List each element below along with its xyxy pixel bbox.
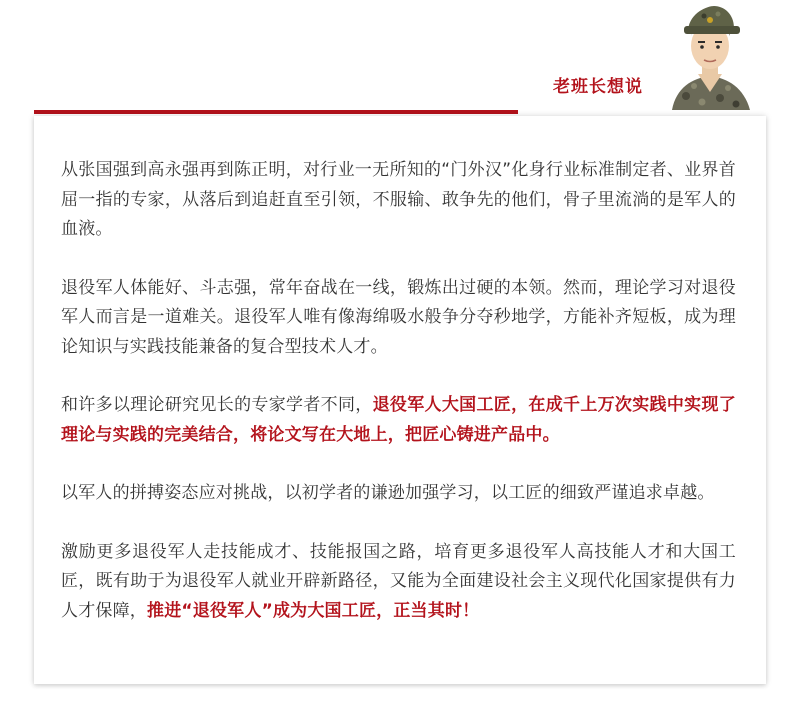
article-header	[0, 0, 800, 118]
paragraph-1	[61, 156, 736, 245]
paragraph-1-text: 从张国强到高永强再到陈正明，对行业一无所知的“门外汉”化身行业标准制定者、业界首屈一指的专家，从落后到追赶直至引领，不服输、敢争先的他们，骨子里流淌的是军人的血液。	[61, 160, 736, 239]
paragraph-5-text: 激励更多退役军人走技能成才、技能报国之路，培育更多退役军人高技能人才和大国工匠，既有助于为退役军人就业开辟新路径，又能为全面建设社会主义现代化国家提供有力人才保障，	[61, 541, 736, 621]
paragraph-3	[61, 391, 736, 450]
paragraph-5-highlight: 推进“退役军人”成为大国工匠，正当其时！	[147, 600, 480, 621]
article-card	[34, 116, 766, 684]
column-title: 老班长想说	[553, 77, 643, 97]
soldier-avatar-icon	[658, 2, 762, 110]
paragraph-4-text: 以军人的拼搏姿态应对挑战，以初学者的谦逊加强学习，以工匠的细致严谨追求卓越。	[61, 483, 715, 503]
paragraph-2-text: 退役军人体能好、斗志强，常年奋战在一线，锻炼出过硬的本领。然而，理论学习对退役军人而言是一道难关。退役军人唯有像海绵吸水般争分夺秒地学，方能补齐短板，成为理论知识与实践技能兼备的复合型技术人才。	[61, 277, 736, 357]
header-accent-bar	[34, 110, 518, 114]
paragraph-2	[61, 274, 736, 363]
paragraph-4	[61, 479, 736, 509]
paragraph-3-highlight: 退役军人大国工匠，在成千上万次实践中实现了理论与实践的完美结合，将论文写在大地上，把匠心铸进产品中。	[61, 395, 736, 445]
paragraph-3-text: 和许多以理论研究见长的专家学者不同，	[61, 395, 373, 415]
paragraph-5	[61, 538, 736, 627]
